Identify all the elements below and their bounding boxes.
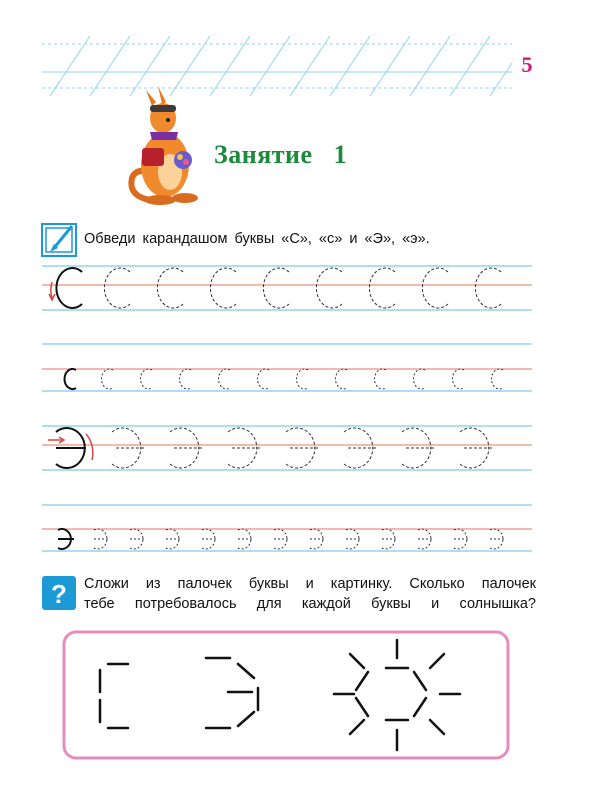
task2-question: [84, 574, 536, 614]
kangaroo-illustration: [131, 86, 198, 205]
task1-instruction: Обведи карандашом буквы «С», «с» и «Э», «э».: [84, 231, 430, 247]
pencil-icon: [42, 224, 76, 256]
practice-row-small-e: [42, 529, 532, 551]
task2-question-line1: Сложи из палочек буквы и картинку. Сколько палочек: [84, 576, 536, 592]
page-number: 5: [521, 52, 533, 77]
practice-row-capital-s: [42, 266, 532, 344]
practice-row-capital-e: [42, 426, 532, 505]
question-icon: [42, 576, 76, 610]
lesson-title: Занятие 1: [214, 140, 348, 169]
header-ruling: [42, 36, 530, 96]
question-icon-glyph: ?: [51, 579, 67, 609]
task2-question-line2: тебе потребовалось для каждой буквы и солнышка?: [84, 596, 536, 612]
practice-row-small-s: [42, 369, 532, 391]
